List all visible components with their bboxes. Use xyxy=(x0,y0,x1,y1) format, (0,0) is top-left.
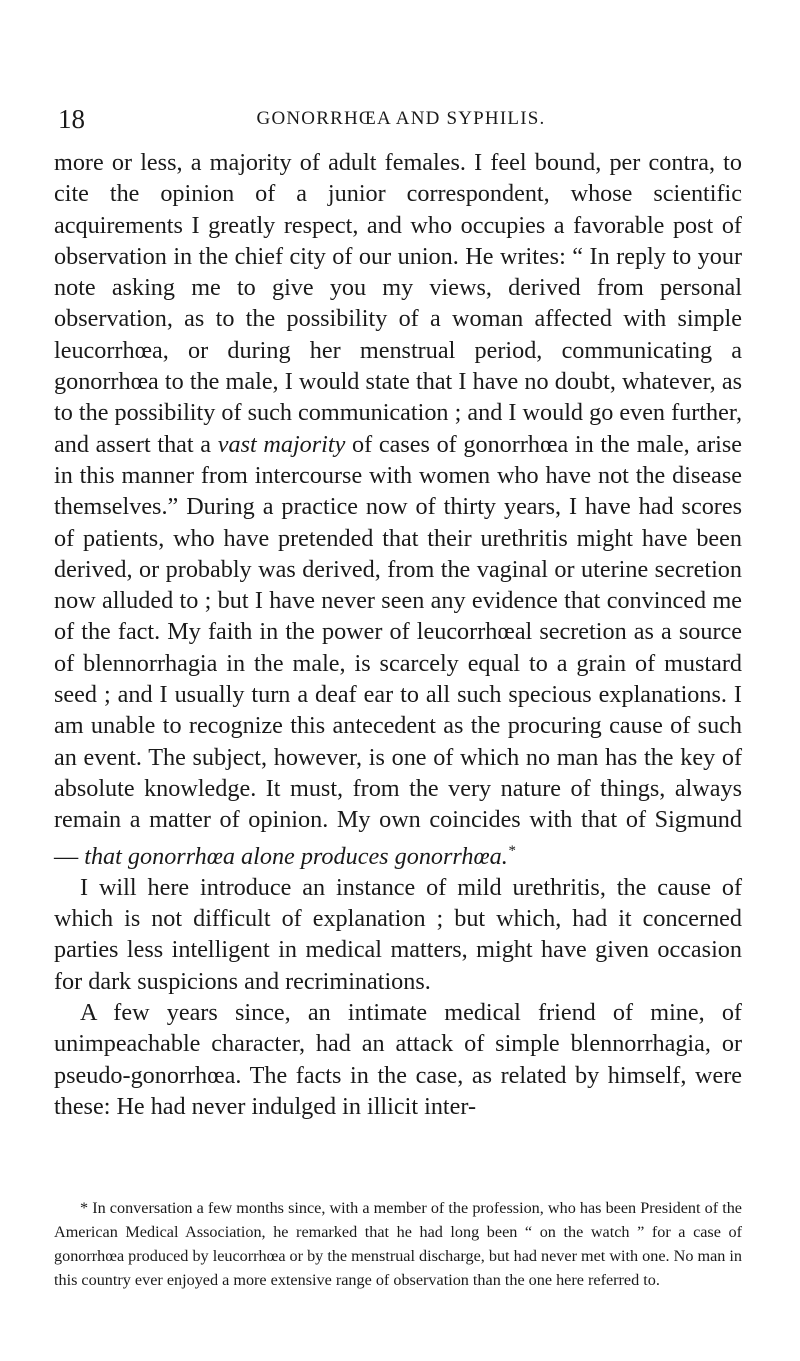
footnote-text: In conversation a few months since, with a member of the profession, who has been President of the American Medical Association, he remarked that he had long been “ on the watch ” for a case of gonorrhœa produced by leucorrhœa or by the menstrual discharge, but had never met with one. No man in this country ever enjoyed a more extensive range of observation than the one here referred to. xyxy=(54,1199,742,1289)
paragraph-2: I will here introduce an instance of mild urethritis, the cause of which is not difficult of explanation ; but which, had it concerned parties less intelligent in medical matters, might have given occasion for dark suspicions and recriminations. xyxy=(54,873,742,995)
footnote xyxy=(54,1196,742,1292)
paragraph-3: A few years since, an intimate medical friend of mine, of unimpeachable character, had an attack of simple blennorrhagia, or pseudo-gonorrhœa. The facts in the case, as related by himself, were these: He had never indulged in illicit inter- xyxy=(54,999,742,1120)
running-title: GONORRHŒA AND SYPHILIS. xyxy=(256,108,546,129)
footnote-reference: * xyxy=(507,842,516,859)
emphasis-vast-majority: vast majority xyxy=(217,430,346,458)
footnote-paragraph xyxy=(54,1196,742,1292)
paragraph-1 xyxy=(54,147,742,872)
emphasis-sigmund-quote: that gonorrhœa alone produces gonorrhœa. xyxy=(84,842,508,870)
paragraph-1-text-a: more or less, a majority of adult females. I feel bound, per contra, to cite the opinion of a junior correspondent, whose scientific acquirements I greatly respect, and who occupies a favorable post of observation in the chief city of our union. He writes: “ In reply to your note asking me to give you my views, derived from personal observation, as to the possibility of a woman affected with simple leucorrhœa, or during her menstrual period, communicating a gonorrhœa to the male, I would state that I have no doubt, whatever, as to the possibility of such communication ; and I would go even further, and assert that a xyxy=(54,149,742,458)
body-text xyxy=(54,147,742,1122)
footnote-mark: * xyxy=(80,1199,89,1217)
page-header xyxy=(58,104,744,140)
paragraph-1-text-b: of cases of gonorrhœa in the male, arise in this manner from intercourse with women who have not the disease themselves.” During a practice now of thirty years, I have had scores of patients, who have pretended that their urethritis might have been derived, or probably was derived, from the vaginal or uterine secretion now alluded to ; but I have never seen any evidence that convinced me of the fact. My faith in the power of leucorrhœal secretion as a source of blennorrhagia in the male, is scarcely equal to a grain of mustard seed ; and I usually turn a deaf ear to all such specious explanations. I am unable to recognize this antecedent as the procuring cause of such an event. The subject, however, is one of which no man has the key of absolute knowledge. It must, from the very nature of things, always remain a matter of opinion. My own coincides with that of Sigmund — xyxy=(54,430,742,870)
page-number: 18 xyxy=(58,104,85,134)
